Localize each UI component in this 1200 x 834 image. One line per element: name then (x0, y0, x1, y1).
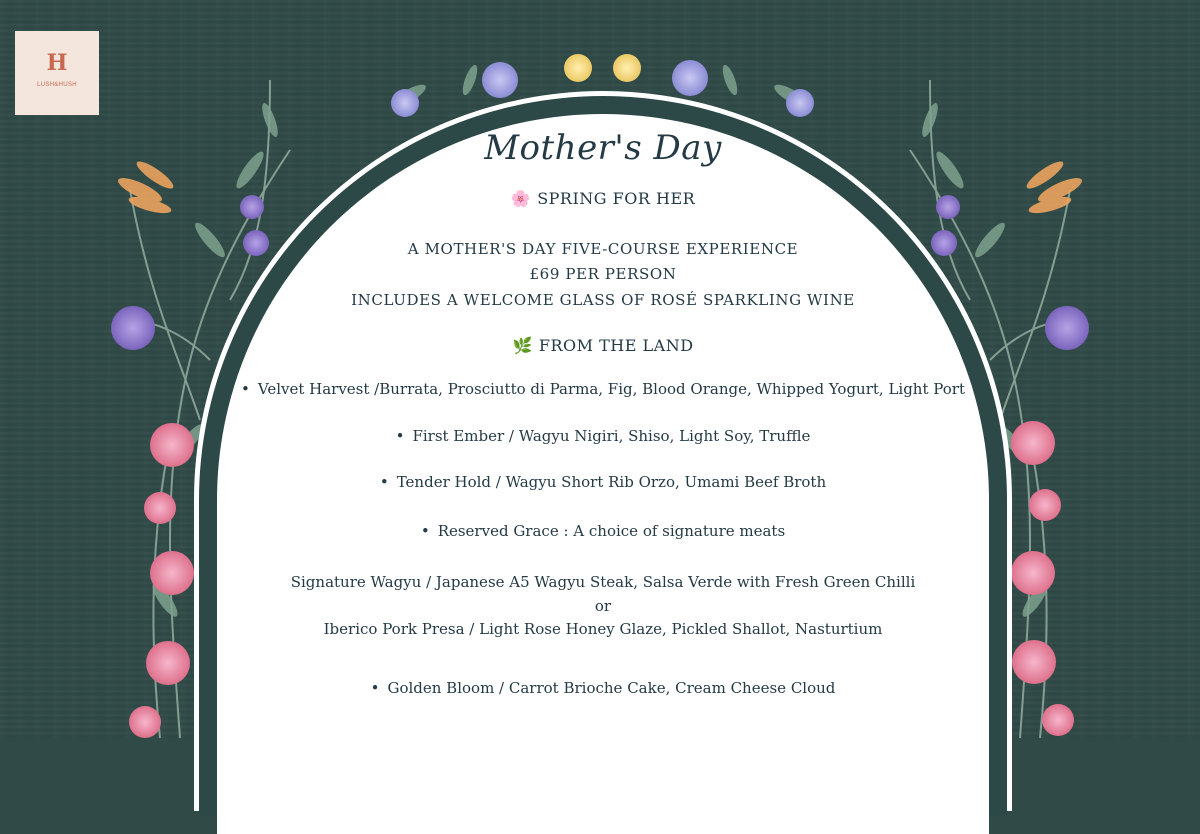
logo-mark: H (46, 50, 68, 76)
left-pink-flowers (129, 423, 194, 738)
course-item: • Reserved Grace : A choice of signature meats (217, 522, 989, 540)
section-label: SPRING FOR HER (537, 189, 696, 208)
choice-option-wagyu: Signature Wagyu / Japanese A5 Wagyu Steak, Salsa Verde with Fresh Green Chilli (290, 573, 916, 591)
herb-icon: 🌿 (512, 336, 533, 355)
logo-wordmark: LUSH&HUSH (37, 82, 77, 88)
intro-line-welcome-drink: INCLUDES A WELCOME GLASS OF ROSÉ SPARKLING WINE (351, 291, 855, 309)
course-item: • First Ember / Wagyu Nigiri, Shiso, Light Soy, Truffle (217, 427, 989, 445)
cherry-blossom-icon: 🌸 (510, 189, 532, 208)
dessert-item: • Golden Bloom / Carrot Brioche Cake, Cream Cheese Cloud (217, 679, 989, 697)
choice-separator: or (594, 597, 612, 615)
section-label: FROM THE LAND (538, 336, 694, 355)
choice-option-iberico: Iberico Pork Presa / Light Rose Honey Glaze, Pickled Shallot, Nasturtium (323, 620, 883, 638)
course-item: • Tender Hold / Wagyu Short Rib Orzo, Umami Beef Broth (217, 473, 989, 491)
menu-title: Mother's Day (484, 128, 722, 168)
intro-line-price: £69 PER PERSON (529, 265, 677, 283)
intro-line-experience: A MOTHER'S DAY FIVE-COURSE EXPERIENCE (407, 240, 799, 258)
section-heading-spring (217, 189, 989, 208)
menu-content (217, 0, 989, 738)
right-pink-flowers (1011, 421, 1074, 736)
section-heading-land (217, 336, 989, 355)
course-item: • Velvet Harvest /Burrata, Prosciutto di Parma, Fig, Blood Orange, Whipped Yogurt, Light Port (217, 380, 989, 398)
